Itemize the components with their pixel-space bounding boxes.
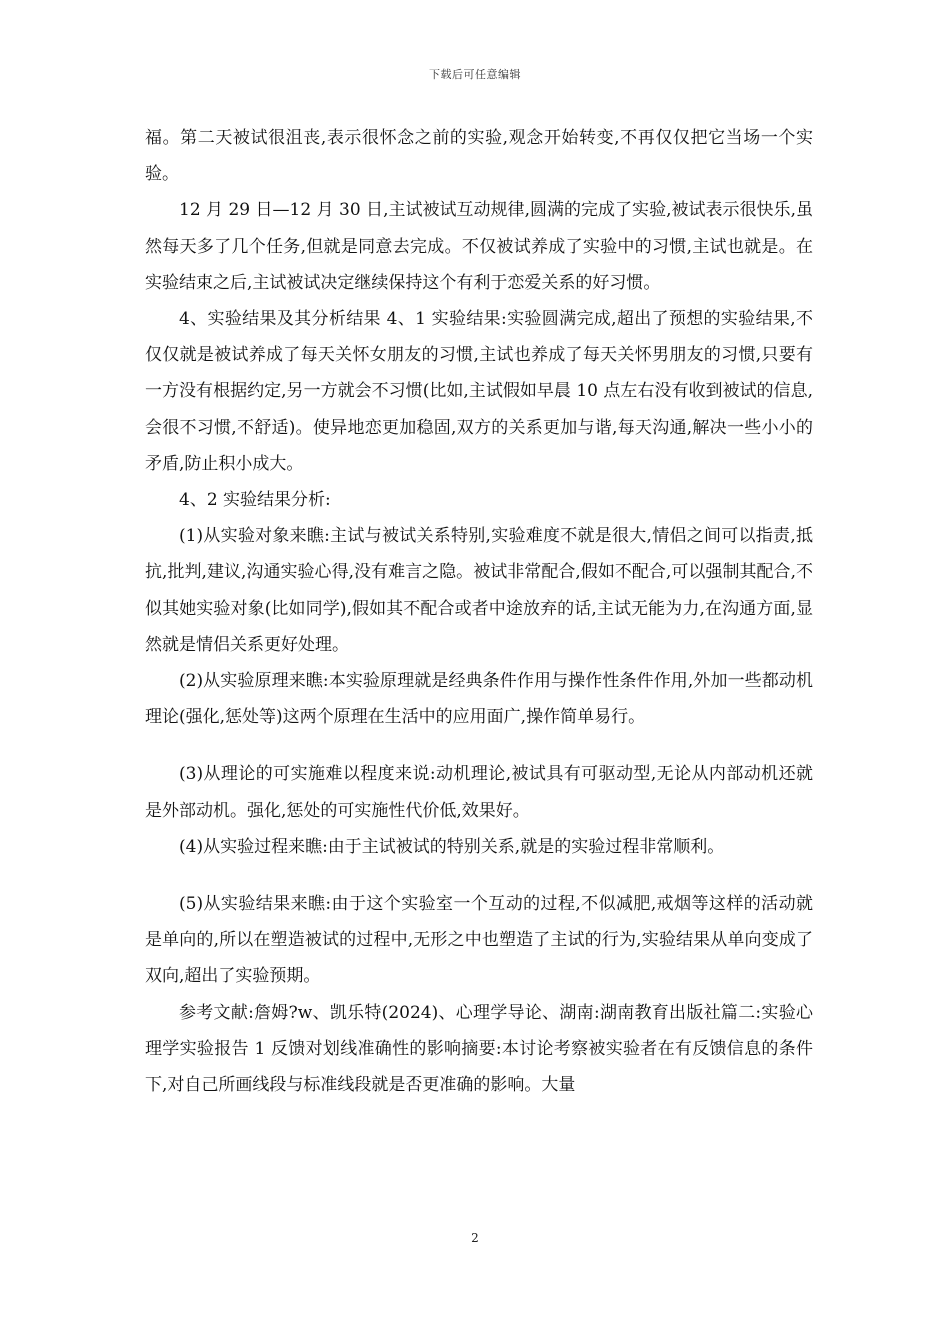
section-heading-analysis: 4、2 实验结果分析: xyxy=(179,490,331,511)
page-header: 下载后可任意编辑 xyxy=(429,68,521,81)
paragraph-continuation: 福。第二天被试很沮丧,表示很怀念之前的实验,观念开始转变,不再仅仅把它当场一个实验。 xyxy=(145,128,813,185)
paragraph-dates: 12 月 29 日—12 月 30 日,主试被试互动规律,圆满的完成了实验,被试表示很快乐,虽然每天多了几个任务,但就是同意去完成。不仅被试养成了实验中的习惯,主试也就是。在实验结束之后,主试被试决定继续保持这个有利于恋爱关系的好习惯。 xyxy=(145,200,813,293)
paragraph-analysis-5: (5)从实验结果来瞧:由于这个实验室一个互动的过程,不似减肥,戒烟等这样的活动就是单向的,所以在塑造被试的过程中,无形之中也塑造了主试的行为,实验结果从单向变成了双向,超出了实验预期。 xyxy=(145,894,813,987)
paragraph-references: 参考文献:詹姆?w、凯乐特(2024)、心理学导论、湖南:湖南教育出版社篇二:实验心理学实验报告 1 反馈对划线准确性的影响摘要:本讨论考察被实验者在有反馈信息的条件下,对自己所画线段与标准线段就是否更准确的影响。大量 xyxy=(145,1002,813,1096)
body-text xyxy=(145,120,813,1103)
page-number: 2 xyxy=(471,1231,479,1245)
paragraph-analysis-1: (1)从实验对象来瞧:主试与被试关系特别,实验难度不就是很大,情侣之间可以指责,抵抗,批判,建议,沟通实验心得,没有难言之隐。被试非常配合,假如不配合,可以强制其配合,不似其她实验对象(比如同学),假如其不配合或者中途放弃的话,主试无能为力,在沟通方面,显然就是情侣关系更好处理。 xyxy=(145,526,813,655)
paragraph-analysis-4: (4)从实验过程来瞧:由于主试被试的特别关系,就是的实验过程非常顺利。 xyxy=(179,836,725,857)
paragraph-results: 4、实验结果及其分析结果 4、1 实验结果:实验圆满完成,超出了预想的实验结果,不仅仅就是被试养成了每天关怀女朋友的习惯,主试也养成了每天关怀男朋友的习惯,只要有一方没有根据约定,另一方就会不习惯(比如,主试假如早晨 10 点左右没有收到被试的信息,会很不习惯,不舒适)。使异地恋更加稳固,双方的关系更加与谐,每天沟通,解决一些小小的矛盾,防止积小成大。 xyxy=(145,309,813,474)
paragraph-analysis-2: (2)从实验原理来瞧:本实验原理就是经典条件作用与操作性条件作用,外加一些都动机理论(强化,惩处等)这两个原理在生活中的应用面广,操作简单易行。 xyxy=(145,671,813,728)
paragraph-analysis-3: (3)从理论的可实施难以程度来说:动机理论,被试具有可驱动型,无论从内部动机还就是外部动机。强化,惩处的可实施性代价低,效果好。 xyxy=(145,764,813,821)
